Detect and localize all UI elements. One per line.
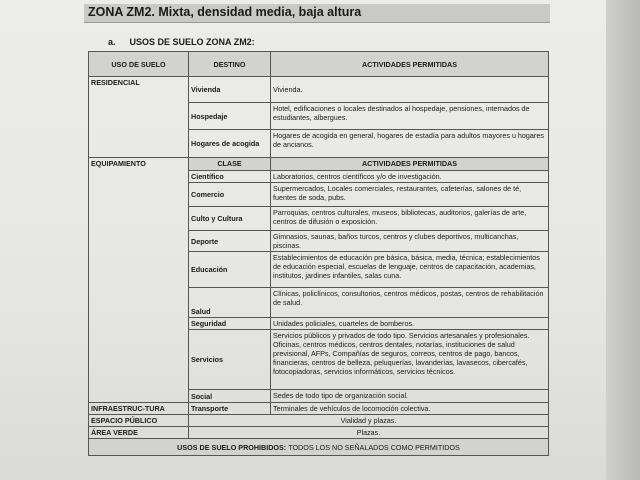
table-row — [89, 77, 549, 103]
section-subtitle — [108, 37, 255, 47]
destino-cell: Culto y Cultura — [189, 207, 271, 231]
screen-edge — [606, 0, 640, 480]
destino-cell: Hogares de acogida — [189, 130, 271, 158]
destino-cell: Educación — [189, 252, 271, 288]
actividades-cell: Terminales de vehículos de locomoción colectiva. — [271, 403, 549, 415]
header-uso: USO DE SUELO — [89, 52, 189, 77]
actividades-cell: Clínicas, policlínicos, consultorios, centros médicos, postas, centros de rehabilitación de salud. — [271, 288, 549, 318]
infraestructura-label: INFRAESTRUC-TURA — [89, 403, 189, 415]
actividades-cell: Vivienda. — [271, 77, 549, 103]
subtitle-text: USOS DE SUELO ZONA ZM2: — [129, 37, 255, 47]
destino-cell: Seguridad — [189, 318, 271, 330]
zone-title: ZONA ZM2. Mixta, densidad media, baja altura — [88, 5, 362, 19]
clase-header: CLASE — [189, 158, 271, 171]
actividades-cell: Parroquias, centros culturales, museos, bibliotecas, auditorios, galerías de arte, centros de difusión o exposición. — [271, 207, 549, 231]
destino-cell: Comercio — [189, 183, 271, 207]
subtitle-letter: a. — [108, 37, 116, 47]
prohibidos-label: USOS DE SUELO PROHIBIDOS: — [177, 442, 287, 452]
equipamiento-label: EQUIPAMIENTO — [89, 158, 189, 403]
destino-cell: Social — [189, 390, 271, 403]
actividades-cell: Sedes de todo tipo de organización social. — [271, 390, 549, 403]
actividades-cell: Unidades policiales, cuarteles de bomberos. — [271, 318, 549, 330]
equipamiento-header-row — [89, 158, 549, 171]
destino-cell: Científico — [189, 171, 271, 183]
table-row — [89, 427, 549, 439]
prohibidos-row — [89, 439, 549, 456]
destino-cell: Hospedaje — [189, 103, 271, 130]
destino-cell: Salud — [189, 288, 271, 318]
table-row — [89, 403, 549, 415]
area-verde-actividades: Plazas. — [189, 427, 549, 439]
destino-cell: Transporte — [189, 403, 271, 415]
prohibidos-text: TODOS LOS NO SEÑALADOS COMO PERMITIDOS — [288, 442, 460, 452]
destino-cell: Servicios — [189, 330, 271, 390]
header-actividades: ACTIVIDADES PERMITIDAS — [271, 52, 549, 77]
destino-cell: Vivienda — [189, 77, 271, 103]
land-use-table — [88, 51, 549, 456]
prohibidos-cell — [89, 439, 549, 456]
header-destino: DESTINO — [189, 52, 271, 77]
actividades-cell: Hogares de acogida en general, hogares de estadía para adultos mayores u hogares de ancianos. — [271, 130, 549, 158]
equipamiento-actividades-header: ACTIVIDADES PERMITIDAS — [271, 158, 549, 171]
actividades-cell: Laboratorios, centros científicos y/o de investigación. — [271, 171, 549, 183]
actividades-cell: Supermercados, Locales comerciales, restaurantes, cafeterías, salones de té, fuentes de soda, pubs. — [271, 183, 549, 207]
table-header-row — [89, 52, 549, 77]
table-row — [89, 415, 549, 427]
residencial-label: RESIDENCIAL — [89, 77, 189, 158]
espacio-publico-label: ESPACIO PÚBLICO — [89, 415, 189, 427]
actividades-cell: Gimnasios, saunas, baños turcos, centros y clubes deportivos, multicanchas, piscinas. — [271, 231, 549, 252]
espacio-publico-actividades: Vialidad y plazas. — [189, 415, 549, 427]
destino-cell: Deporte — [189, 231, 271, 252]
actividades-cell: Hotel, edificaciones o locales destinados al hospedaje, pensiones, internados de estudiantes, albergues. — [271, 103, 549, 130]
actividades-cell: Establecimientos de educación pre básica, básica, media, técnica; establecimientos de educación especial, escuelas de lenguaje, centros de capacitación, academias, institutos, jardines infantiles, salas cuna. — [271, 252, 549, 288]
area-verde-label: ÁREA VERDE — [89, 427, 189, 439]
actividades-cell: Servicios públicos y privados de todo tipo. Servicios artesanales y profesionales. Oficinas, centros médicos, centros dentales, notarías, instituciones de salud previsional, AFPs, Compañías de seguros, correos, centros de pago, bancos, financieras, centros de belleza, peluquerías, lavanderías, lavasecos, cibercafés, fotocopiadoras, servicios informáticos, servicios técnicos. — [271, 330, 549, 390]
